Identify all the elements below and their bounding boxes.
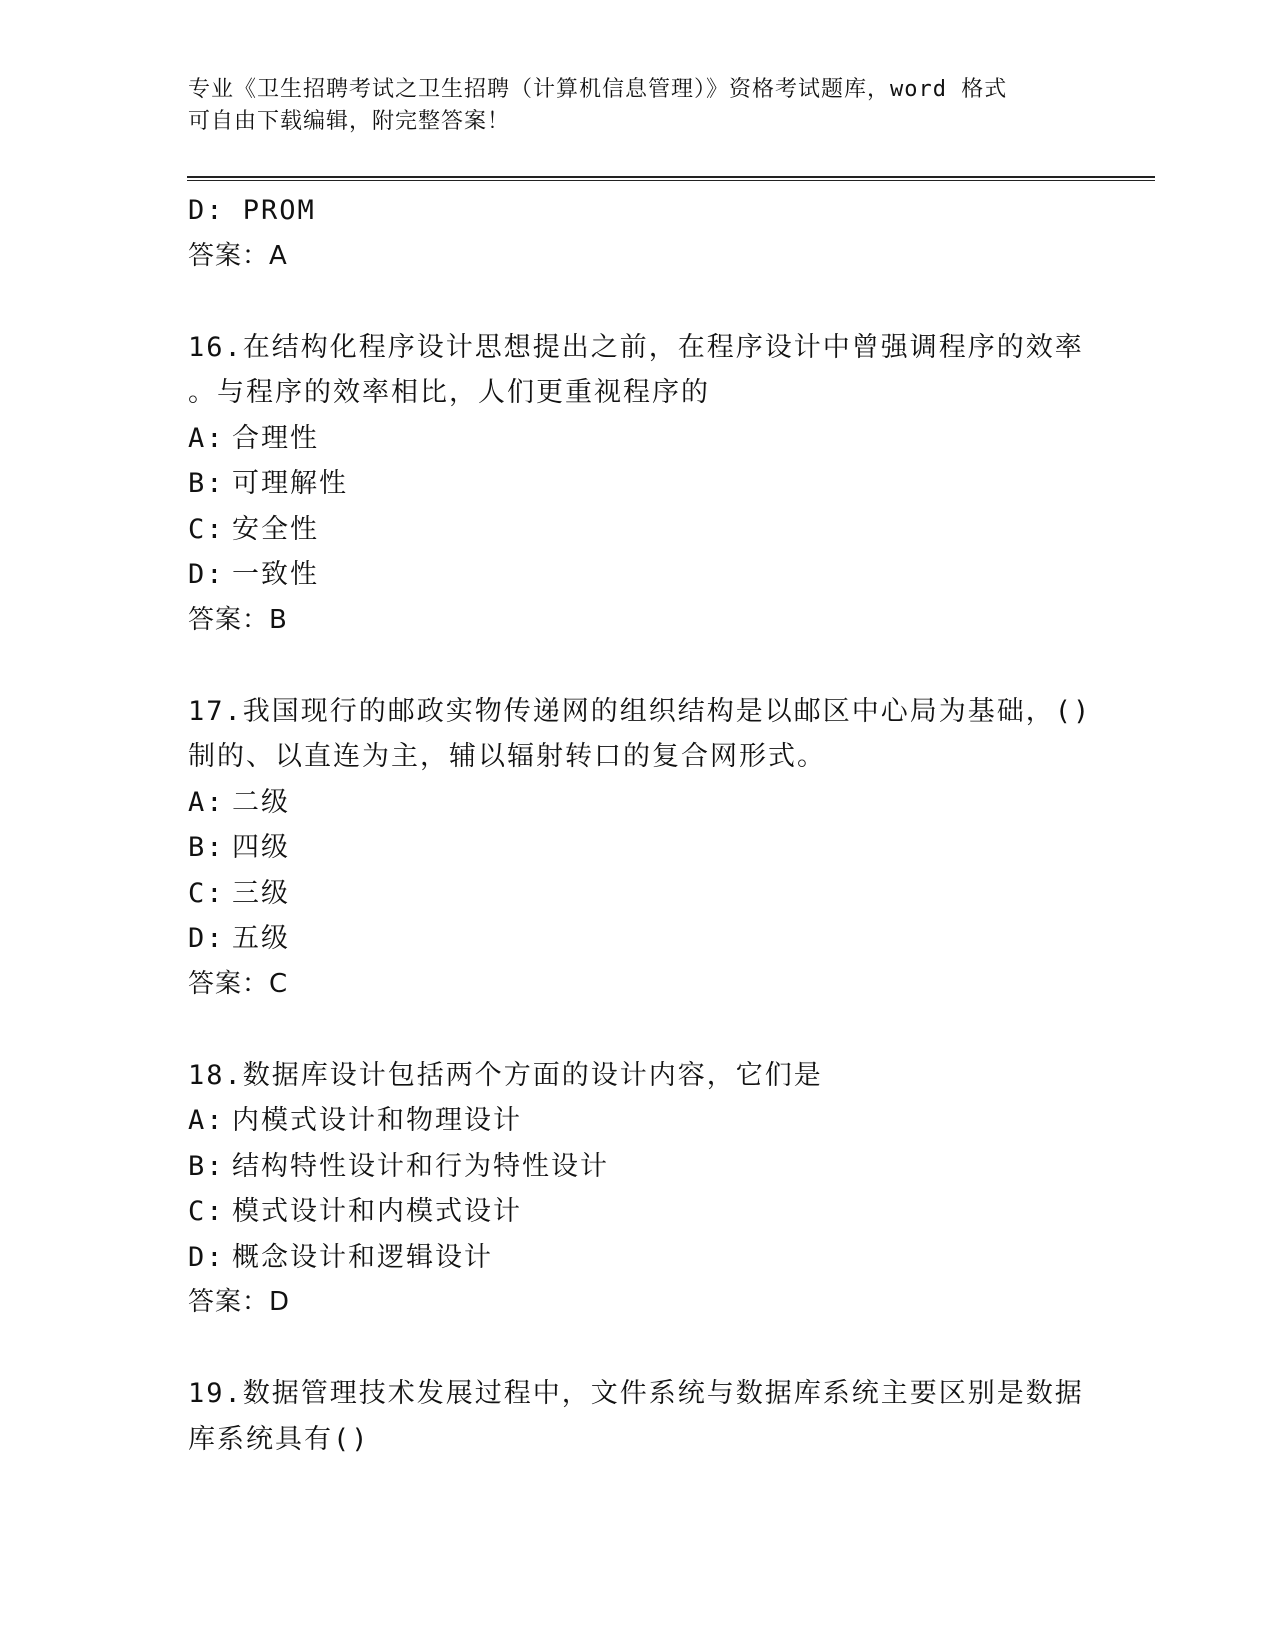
option-key: A: [188,422,225,454]
question-stem: 18.数据库设计包括两个方面的设计内容，它们是 [188,1059,823,1091]
option-text: 三级 [232,877,290,909]
prev-option-d: D: PROM [188,195,316,226]
option-text: 四级 [232,832,290,863]
option-key: B: [188,832,225,863]
option-b [188,825,1088,871]
option-key: B: [188,468,225,499]
option-key: C: [188,1196,225,1227]
question-stem: 库系统具有() [188,1423,370,1455]
option-a [188,416,1088,462]
option-text: 二级 [232,786,290,818]
question-18 [188,1053,1088,1326]
spacer [188,643,1088,689]
answer: 答案：C [188,968,289,999]
option-text: 内模式设计和物理设计 [232,1105,522,1136]
option-text: 合理性 [232,422,319,454]
option-text: 可理解性 [232,468,348,499]
question-17 [188,689,1092,1008]
option-key: A: [188,786,225,818]
spacer [188,1326,1088,1372]
question-stem: 17.我国现行的邮政实物传递网的组织结构是以邮区中心局为基础，() [188,695,1092,727]
header-line-1: 专业《卫生招聘考试之卫生招聘（计算机信息管理）》资格考试题库，word 格式 [188,77,1008,102]
option-text: 五级 [232,923,290,954]
option-key: D: [188,923,225,954]
question-list [188,188,1092,1462]
option-text: 模式设计和内模式设计 [232,1196,522,1227]
option-b [188,461,1088,507]
header-line-2: 可自由下载编辑，附完整答案！ [188,109,511,134]
option-a [188,1098,1088,1144]
option-key: D: [188,559,225,590]
option-key: C: [188,877,225,909]
option-key: C: [188,513,225,545]
question-stem: 16.在结构化程序设计思想提出之前，在程序设计中曾强调程序的效率 [188,331,1084,363]
question-stem: 。与程序的效率相比，人们更重视程序的 [188,377,710,408]
answer: 答案：B [188,604,288,635]
question-16 [188,325,1088,644]
option-d [188,552,1088,598]
option-text: 概念设计和逻辑设计 [232,1241,493,1273]
option-text: 安全性 [232,513,319,545]
option-d [188,916,1088,962]
option-text: 一致性 [232,559,319,590]
option-key: B: [188,1150,225,1182]
option-c [188,507,1088,553]
answer: 答案：D [188,1287,291,1317]
option-text: 结构特性设计和行为特性设计 [232,1150,609,1182]
question-19 [188,1371,1088,1462]
document-header [188,74,1068,138]
option-a [188,780,1088,826]
option-key: A: [188,1105,225,1136]
question-stem: 19.数据管理技术发展过程中，文件系统与数据库系统主要区别是数据 [188,1378,1084,1409]
option-b [188,1144,1088,1190]
spacer [188,279,1088,325]
spacer [188,1007,1088,1053]
option-d [188,1235,1088,1281]
question-stem: 制的、以直连为主，辅以辐射转口的复合网形式。 [188,741,826,772]
header-divider [187,176,1155,181]
prev-answer: 答案：A [188,240,288,271]
option-c [188,1189,1088,1235]
option-c [188,871,1088,917]
option-key: D: [188,1241,225,1273]
